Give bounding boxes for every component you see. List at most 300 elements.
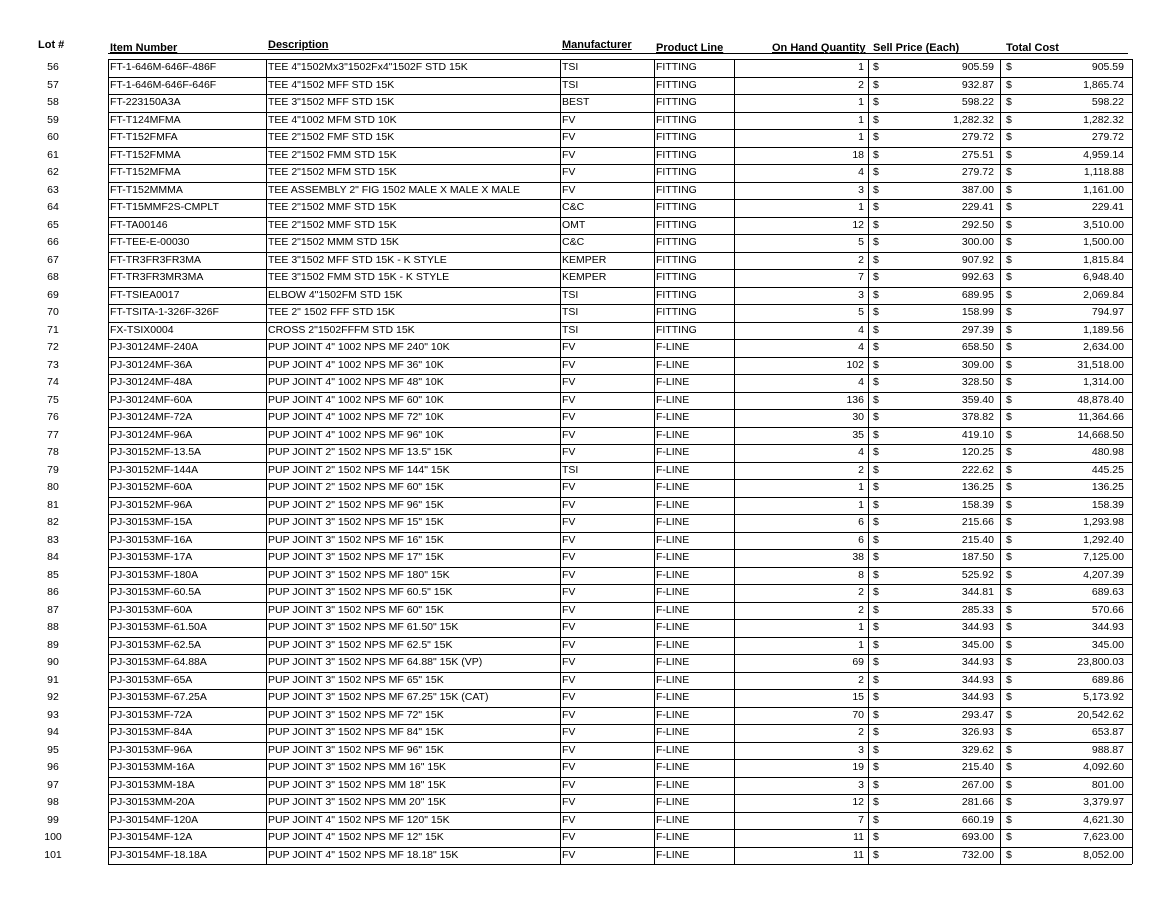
lot-cell: 84 <box>47 551 59 563</box>
sell-currency-symbol: $ <box>873 428 879 441</box>
table-row <box>0 182 1172 200</box>
quantity-cell: 2 <box>858 726 864 738</box>
manufacturer-cell: FV <box>562 481 576 493</box>
row-gridline <box>108 252 1132 253</box>
row-gridline <box>108 532 1132 533</box>
total-cost-cell: 14,668.50 <box>1077 428 1124 441</box>
item-number-cell: PJ-30153MF-17A <box>110 551 193 563</box>
product-line-cell: F-LINE <box>656 761 690 773</box>
sell-price-cell: 344.93 <box>961 621 994 633</box>
item-number-cell: PJ-30153MM-20A <box>110 796 195 808</box>
quantity-cell: 1 <box>858 131 864 143</box>
manufacturer-cell: C&C <box>562 201 585 213</box>
quantity-cell: 4 <box>858 446 864 458</box>
total-cost-cell: 1,500.00 <box>1083 236 1124 248</box>
description-cell: TEE 3"1502 FMM STD 15K - K STYLE <box>268 271 450 283</box>
row-gridline <box>108 777 1132 778</box>
sell-price-cell: 285.33 <box>961 603 994 616</box>
description-cell: PUP JOINT 3" 1502 NPS MM 16" 15K <box>268 761 447 773</box>
table-row <box>0 147 1172 165</box>
quantity-cell: 5 <box>858 236 864 248</box>
row-gridline <box>108 689 1132 690</box>
header-manufacturer: Manufacturer <box>562 39 632 51</box>
total-currency-symbol: $ <box>1006 201 1012 213</box>
item-number-cell: FT-T15MMF2S-CMPLT <box>110 201 219 213</box>
description-cell: PUP JOINT 3" 1502 NPS MF 62.5" 15K <box>268 638 453 651</box>
sell-currency-symbol: $ <box>873 551 879 563</box>
table-row <box>0 269 1172 287</box>
total-currency-symbol: $ <box>1006 236 1012 248</box>
manufacturer-cell: TSI <box>562 288 579 301</box>
manufacturer-cell: FV <box>562 166 576 178</box>
product-line-cell: FITTING <box>656 61 697 73</box>
item-number-cell: FX-TSIX0004 <box>110 323 174 336</box>
total-currency-symbol: $ <box>1006 463 1012 476</box>
manufacturer-cell: FV <box>562 621 576 633</box>
lot-cell: 88 <box>47 621 59 633</box>
sell-price-cell: 279.72 <box>961 131 994 143</box>
total-cost-cell: 4,092.60 <box>1083 761 1124 773</box>
total-cost-cell: 1,161.00 <box>1083 183 1124 196</box>
total-currency-symbol: $ <box>1006 481 1012 493</box>
row-gridline <box>108 269 1132 270</box>
item-number-cell: PJ-30124MF-72A <box>110 411 193 423</box>
item-number-cell: FT-T124MFMA <box>110 113 181 126</box>
total-cost-cell: 229.41 <box>1091 201 1124 213</box>
item-number-cell: FT-TSIEA0017 <box>110 288 180 301</box>
manufacturer-cell: FV <box>562 726 576 738</box>
description-cell: PUP JOINT 3" 1502 NPS MF 72" 15K <box>268 708 444 721</box>
product-line-cell: F-LINE <box>656 813 690 826</box>
product-line-cell: F-LINE <box>656 568 690 581</box>
table-row <box>0 724 1172 742</box>
table-row <box>0 112 1172 130</box>
sell-currency-symbol: $ <box>873 376 879 388</box>
row-gridline <box>108 94 1132 95</box>
description-cell: PUP JOINT 3" 1502 NPS MF 60" 15K <box>268 603 444 616</box>
product-line-cell: F-LINE <box>656 393 690 406</box>
total-cost-cell: 3,379.97 <box>1083 796 1124 808</box>
manufacturer-cell: FV <box>562 393 576 406</box>
table-row <box>0 847 1172 865</box>
item-number-cell: FT-T152MMMA <box>110 183 183 196</box>
manufacturer-cell: FV <box>562 148 576 161</box>
item-number-cell: PJ-30153MF-64.88A <box>110 656 207 668</box>
sell-price-cell: 329.62 <box>961 743 994 756</box>
quantity-cell: 1 <box>858 498 864 511</box>
description-cell: PUP JOINT 4" 1002 NPS MF 60" 10K <box>268 393 444 406</box>
description-cell: PUP JOINT 2" 1502 NPS MF 96" 15K <box>268 498 444 511</box>
total-cost-cell: 20,542.62 <box>1077 708 1124 721</box>
sell-price-cell: 136.25 <box>961 481 994 493</box>
header-total-cost: Total Cost <box>1006 42 1059 54</box>
sell-price-cell: 907.92 <box>961 253 994 266</box>
row-gridline <box>108 707 1132 708</box>
sell-currency-symbol: $ <box>873 638 879 651</box>
row-gridline <box>108 812 1132 813</box>
quantity-cell: 5 <box>858 306 864 318</box>
description-cell: TEE 4"1002 MFM STD 10K <box>268 113 397 126</box>
quantity-cell: 7 <box>858 813 864 826</box>
product-line-cell: FITTING <box>656 96 697 108</box>
total-currency-symbol: $ <box>1006 726 1012 738</box>
lot-cell: 68 <box>47 271 59 283</box>
sell-price-cell: 344.93 <box>961 656 994 668</box>
manufacturer-cell: KEMPER <box>562 271 607 283</box>
manufacturer-cell: FV <box>562 131 576 143</box>
table-row <box>0 217 1172 235</box>
lot-cell: 92 <box>47 691 59 703</box>
description-cell: ELBOW 4"1502FM STD 15K <box>268 288 403 301</box>
description-cell: PUP JOINT 3" 1502 NPS MF 61.50" 15K <box>268 621 459 633</box>
sell-currency-symbol: $ <box>873 656 879 668</box>
product-line-cell: F-LINE <box>656 463 690 476</box>
description-cell: TEE 2"1502 MFM STD 15K <box>268 166 397 178</box>
row-gridline <box>108 444 1132 445</box>
total-cost-cell: 279.72 <box>1091 131 1124 143</box>
total-cost-cell: 1,865.74 <box>1083 78 1124 91</box>
item-number-cell: PJ-30152MF-144A <box>110 463 199 476</box>
sell-currency-symbol: $ <box>873 796 879 808</box>
row-gridline <box>108 462 1132 463</box>
product-line-cell: FITTING <box>656 78 697 91</box>
manufacturer-cell: TSI <box>562 323 579 336</box>
total-currency-symbol: $ <box>1006 551 1012 563</box>
lot-cell: 89 <box>47 638 59 651</box>
manufacturer-cell: FV <box>562 656 576 668</box>
row-gridline <box>108 339 1132 340</box>
row-gridline <box>108 829 1132 830</box>
quantity-cell: 1 <box>858 96 864 108</box>
table-row <box>0 94 1172 112</box>
quantity-cell: 1 <box>858 201 864 213</box>
row-gridline <box>108 199 1132 200</box>
lot-cell: 62 <box>47 166 59 178</box>
row-gridline <box>108 374 1132 375</box>
sell-price-cell: 658.50 <box>961 341 994 353</box>
table-row <box>0 357 1172 375</box>
total-cost-cell: 1,293.98 <box>1083 516 1124 528</box>
row-gridline <box>108 427 1132 428</box>
total-currency-symbol: $ <box>1006 341 1012 353</box>
manufacturer-cell: FV <box>562 778 576 791</box>
lot-cell: 58 <box>47 96 59 108</box>
total-currency-symbol: $ <box>1006 306 1012 318</box>
header-rule <box>108 53 1128 54</box>
lot-cell: 75 <box>47 393 59 406</box>
manufacturer-cell: FV <box>562 831 576 843</box>
sell-price-cell: 215.66 <box>961 516 994 528</box>
item-number-cell: PJ-30153MF-62.5A <box>110 638 202 651</box>
item-number-cell: PJ-30153MF-60.5A <box>110 586 202 598</box>
total-currency-symbol: $ <box>1006 271 1012 283</box>
table-row <box>0 129 1172 147</box>
header-sell-price: Sell Price (Each) <box>873 42 960 54</box>
sell-currency-symbol: $ <box>873 463 879 476</box>
row-gridline <box>108 514 1132 515</box>
row-gridline <box>108 549 1132 550</box>
row-gridline <box>108 847 1132 848</box>
total-currency-symbol: $ <box>1006 638 1012 651</box>
column-gridline <box>734 59 735 864</box>
manufacturer-cell: KEMPER <box>562 253 607 266</box>
row-gridline <box>108 217 1132 218</box>
sell-currency-symbol: $ <box>873 113 879 126</box>
product-line-cell: F-LINE <box>656 621 690 633</box>
sell-price-cell: 732.00 <box>961 848 994 861</box>
sell-currency-symbol: $ <box>873 218 879 231</box>
product-line-cell: FITTING <box>656 271 697 283</box>
table-row <box>0 759 1172 777</box>
lot-cell: 81 <box>47 498 59 511</box>
sell-currency-symbol: $ <box>873 78 879 91</box>
sell-currency-symbol: $ <box>873 778 879 791</box>
item-number-cell: PJ-30153MF-16A <box>110 533 193 546</box>
description-cell: TEE 2"1502 FMM STD 15K <box>268 148 397 161</box>
description-cell: PUP JOINT 3" 1502 NPS MF 84" 15K <box>268 726 444 738</box>
description-cell: PUP JOINT 3" 1502 NPS MF 67.25" 15K (CAT) <box>268 691 489 703</box>
table-row <box>0 567 1172 585</box>
row-gridline <box>108 567 1132 568</box>
description-cell: PUP JOINT 3" 1502 NPS MM 18" 15K <box>268 778 447 791</box>
total-currency-symbol: $ <box>1006 621 1012 633</box>
sell-price-cell: 359.40 <box>961 393 994 406</box>
product-line-cell: F-LINE <box>656 428 690 441</box>
table-row <box>0 514 1172 532</box>
total-cost-cell: 4,959.14 <box>1083 148 1124 161</box>
manufacturer-cell: FV <box>562 113 576 126</box>
quantity-cell: 2 <box>858 603 864 616</box>
sell-currency-symbol: $ <box>873 691 879 703</box>
total-currency-symbol: $ <box>1006 603 1012 616</box>
lot-cell: 74 <box>47 376 59 388</box>
sell-currency-symbol: $ <box>873 201 879 213</box>
total-cost-cell: 11,364.66 <box>1078 411 1124 423</box>
quantity-cell: 3 <box>858 778 864 791</box>
description-cell: TEE 2" 1502 FFF STD 15K <box>268 306 395 318</box>
sell-price-cell: 215.40 <box>961 761 994 773</box>
table-row <box>0 619 1172 637</box>
lot-cell: 76 <box>47 411 59 423</box>
manufacturer-cell: FV <box>562 428 576 441</box>
total-cost-cell: 136.25 <box>1091 481 1124 493</box>
description-cell: TEE 2"1502 MMF STD 15K <box>268 218 397 231</box>
lot-cell: 100 <box>44 831 62 843</box>
lot-cell: 96 <box>47 761 59 773</box>
total-currency-symbol: $ <box>1006 78 1012 91</box>
table-row <box>0 77 1172 95</box>
row-gridline <box>108 147 1132 148</box>
sell-price-cell: 215.40 <box>961 533 994 546</box>
row-gridline <box>108 794 1132 795</box>
quantity-cell: 12 <box>852 796 864 808</box>
table-row <box>0 234 1172 252</box>
total-cost-cell: 1,815.84 <box>1083 253 1124 266</box>
total-currency-symbol: $ <box>1006 778 1012 791</box>
total-cost-cell: 1,189.56 <box>1083 323 1124 336</box>
manufacturer-cell: FV <box>562 673 576 686</box>
description-cell: TEE 2"1502 MMF STD 15K <box>268 201 397 213</box>
item-number-cell: PJ-30153MF-65A <box>110 673 193 686</box>
lot-cell: 72 <box>47 341 59 353</box>
manufacturer-cell: FV <box>562 568 576 581</box>
lot-cell: 99 <box>47 813 59 826</box>
quantity-cell: 6 <box>858 516 864 528</box>
sell-price-cell: 300.00 <box>961 236 994 248</box>
total-cost-cell: 1,282.32 <box>1083 113 1124 126</box>
item-number-cell: FT-TR3FR3MR3MA <box>110 271 204 283</box>
total-cost-cell: 5,173.92 <box>1083 691 1124 703</box>
lot-cell: 56 <box>47 61 59 73</box>
table-row <box>0 462 1172 480</box>
lot-cell: 57 <box>47 78 59 91</box>
table-row <box>0 497 1172 515</box>
table-row <box>0 742 1172 760</box>
total-cost-cell: 480.98 <box>1091 446 1124 458</box>
total-currency-symbol: $ <box>1006 498 1012 511</box>
table-row <box>0 287 1172 305</box>
product-line-cell: FITTING <box>656 166 697 178</box>
row-gridline <box>108 322 1132 323</box>
row-gridline <box>108 672 1132 673</box>
row-gridline <box>108 479 1132 480</box>
quantity-cell: 4 <box>858 376 864 388</box>
item-number-cell: FT-TR3FR3FR3MA <box>110 253 202 266</box>
description-cell: TEE 3"1502 MFF STD 15K - K STYLE <box>268 253 447 266</box>
manufacturer-cell: FV <box>562 358 576 371</box>
manufacturer-cell: FV <box>562 603 576 616</box>
manufacturer-cell: FV <box>562 638 576 651</box>
column-gridline <box>654 59 655 864</box>
lot-cell: 94 <box>47 726 59 738</box>
quantity-cell: 2 <box>858 586 864 598</box>
item-number-cell: FT-T152FMFA <box>110 131 178 143</box>
lot-cell: 98 <box>47 796 59 808</box>
sell-currency-symbol: $ <box>873 411 879 423</box>
row-gridline <box>108 129 1132 130</box>
table-row <box>0 584 1172 602</box>
sell-currency-symbol: $ <box>873 586 879 598</box>
lot-cell: 90 <box>47 656 59 668</box>
table-row <box>0 409 1172 427</box>
lot-cell: 65 <box>47 218 59 231</box>
lot-cell: 73 <box>47 358 59 371</box>
quantity-cell: 18 <box>852 148 864 161</box>
item-number-cell: FT-T152MFMA <box>110 166 181 178</box>
product-line-cell: F-LINE <box>656 848 690 861</box>
table-row <box>0 637 1172 655</box>
total-cost-cell: 8,052.00 <box>1083 848 1124 861</box>
total-currency-symbol: $ <box>1006 568 1012 581</box>
total-currency-symbol: $ <box>1006 113 1012 126</box>
total-currency-symbol: $ <box>1006 61 1012 73</box>
product-line-cell: F-LINE <box>656 726 690 738</box>
description-cell: PUP JOINT 4" 1002 NPS MF 72" 10K <box>268 411 444 423</box>
description-cell: PUP JOINT 3" 1502 NPS MF 96" 15K <box>268 743 444 756</box>
total-currency-symbol: $ <box>1006 533 1012 546</box>
item-number-cell: PJ-30124MF-36A <box>110 358 193 371</box>
sell-price-cell: 1,282.32 <box>953 113 994 126</box>
sell-price-cell: 229.41 <box>961 201 994 213</box>
manufacturer-cell: BEST <box>562 96 590 108</box>
description-cell: PUP JOINT 3" 1502 NPS MF 17" 15K <box>268 551 444 563</box>
table-row <box>0 392 1172 410</box>
manufacturer-cell: FV <box>562 743 576 756</box>
total-currency-symbol: $ <box>1006 288 1012 301</box>
sell-currency-symbol: $ <box>873 498 879 511</box>
row-gridline <box>108 584 1132 585</box>
description-cell: PUP JOINT 4" 1502 NPS MF 18.18" 15K <box>268 848 459 861</box>
total-cost-cell: 689.63 <box>1091 586 1124 598</box>
description-cell: CROSS 2"1502FFFM STD 15K <box>268 323 415 336</box>
description-cell: PUP JOINT 3" 1502 NPS MF 15" 15K <box>268 516 444 528</box>
total-cost-cell: 689.86 <box>1091 673 1124 686</box>
lot-cell: 61 <box>47 148 59 161</box>
sell-price-cell: 222.62 <box>961 463 994 476</box>
sell-price-cell: 279.72 <box>961 166 994 178</box>
total-currency-symbol: $ <box>1006 848 1012 861</box>
item-number-cell: PJ-30153MF-72A <box>110 708 193 721</box>
product-line-cell: FITTING <box>656 236 697 248</box>
quantity-cell: 2 <box>858 78 864 91</box>
product-line-cell: F-LINE <box>656 708 690 721</box>
sell-price-cell: 292.50 <box>961 218 994 231</box>
sell-price-cell: 932.87 <box>961 78 994 91</box>
quantity-cell: 2 <box>858 463 864 476</box>
header-description: Description <box>268 39 329 51</box>
row-gridline <box>108 234 1132 235</box>
description-cell: PUP JOINT 4" 1002 NPS MF 48" 10K <box>268 376 444 388</box>
row-gridline <box>108 742 1132 743</box>
lot-cell: 91 <box>47 673 59 686</box>
total-cost-cell: 158.39 <box>1091 498 1124 511</box>
sell-price-cell: 378.82 <box>961 411 994 423</box>
quantity-cell: 4 <box>858 323 864 336</box>
item-number-cell: PJ-30152MF-96A <box>110 498 193 511</box>
sell-currency-symbol: $ <box>873 533 879 546</box>
row-gridline <box>108 637 1132 638</box>
product-line-cell: FITTING <box>656 183 697 196</box>
product-line-cell: FITTING <box>656 288 697 301</box>
table-row <box>0 252 1172 270</box>
sell-currency-symbol: $ <box>873 446 879 458</box>
manufacturer-cell: FV <box>562 411 576 423</box>
item-number-cell: PJ-30153MF-180A <box>110 568 199 581</box>
lot-cell: 67 <box>47 253 59 266</box>
total-currency-symbol: $ <box>1006 376 1012 388</box>
lot-cell: 82 <box>47 516 59 528</box>
sell-price-cell: 158.39 <box>961 498 994 511</box>
quantity-cell: 30 <box>852 411 864 423</box>
product-line-cell: F-LINE <box>656 673 690 686</box>
sell-price-cell: 387.00 <box>961 183 994 196</box>
item-number-cell: FT-TEE-E-00030 <box>110 236 190 248</box>
product-line-cell: F-LINE <box>656 533 690 546</box>
manufacturer-cell: TSI <box>562 78 579 91</box>
total-currency-symbol: $ <box>1006 148 1012 161</box>
product-line-cell: F-LINE <box>656 778 690 791</box>
product-line-cell: FITTING <box>656 218 697 231</box>
item-number-cell: PJ-30154MF-12A <box>110 831 193 843</box>
table-row <box>0 304 1172 322</box>
product-line-cell: FITTING <box>656 131 697 143</box>
sell-price-cell: 275.51 <box>961 148 994 161</box>
table-row <box>0 532 1172 550</box>
description-cell: TEE ASSEMBLY 2" FIG 1502 MALE X MALE X MALE <box>268 183 520 196</box>
item-number-cell: FT-T152FMMA <box>110 148 181 161</box>
sell-currency-symbol: $ <box>873 813 879 826</box>
lot-cell: 83 <box>47 533 59 546</box>
